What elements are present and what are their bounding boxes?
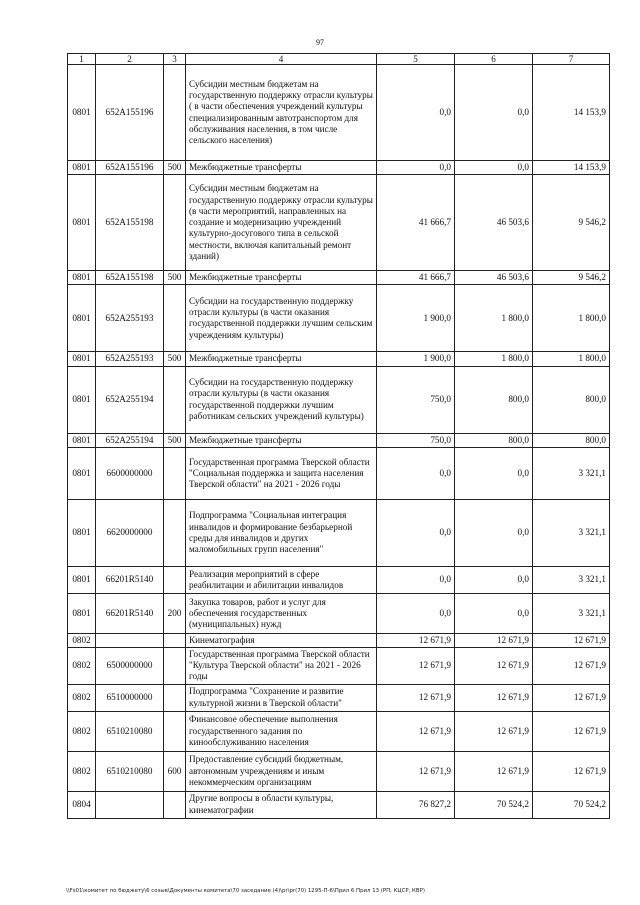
table-row — [68, 633, 610, 647]
amount-2022-cell: 800,0 — [455, 433, 533, 447]
expense-type-cell — [164, 711, 186, 751]
target-article-cell: 6500000000 — [96, 648, 164, 685]
amount-2022-cell: 0,0 — [455, 499, 533, 566]
expense-type-cell: 500 — [164, 433, 186, 447]
header-cell: 7 — [533, 54, 610, 65]
table-row — [68, 447, 610, 499]
amount-2022-cell: 70 524,2 — [455, 791, 533, 818]
amount-2023-cell: 3 321,1 — [533, 593, 610, 633]
table-row — [68, 499, 610, 566]
amount-2022-cell: 800,0 — [455, 366, 533, 433]
target-article-cell: 6600000000 — [96, 447, 164, 499]
amount-2022-cell: 46 503,6 — [455, 271, 533, 285]
amount-2023-cell: 9 546,2 — [533, 175, 610, 271]
amount-2021-cell: 0,0 — [377, 593, 455, 633]
amount-2023-cell: 3 321,1 — [533, 499, 610, 566]
target-article-cell: 652A255194 — [96, 433, 164, 447]
description-cell: Финансовое обеспечение выполнения государственного задания по кинообслуживанию населения — [186, 711, 377, 751]
description-cell: Субсидии на государственную поддержку отрасли культуры (в части оказания государственной поддержки лучшим работникам сельских учреждений культуры) — [186, 366, 377, 433]
section-code-cell: 0801 — [68, 65, 96, 161]
section-code-cell: 0802 — [68, 648, 96, 685]
footer-file-path: \\Fs01\комитет по бюджету\6 созыв\Документы комитета\70 заседание (4)\pr\pr(70) 1295-П-6\Прил 6 Прил 13 (РП, КЦСР, КВР) — [66, 888, 425, 894]
section-code-cell: 0801 — [68, 593, 96, 633]
amount-2023-cell: 800,0 — [533, 433, 610, 447]
table-row — [68, 65, 610, 161]
section-code-cell: 0801 — [68, 271, 96, 285]
section-code-cell: 0801 — [68, 366, 96, 433]
description-cell: Закупка товаров, работ и услуг для обеспечения государственных (муниципальных) нужд — [186, 593, 377, 633]
target-article-cell — [96, 791, 164, 818]
table-row — [68, 271, 610, 285]
amount-2021-cell: 0,0 — [377, 447, 455, 499]
amount-2023-cell: 12 671,9 — [533, 648, 610, 685]
header-cell: 6 — [455, 54, 533, 65]
description-cell: Межбюджетные трансферты — [186, 161, 377, 175]
target-article-cell: 6510210080 — [96, 711, 164, 751]
amount-2023-cell: 3 321,1 — [533, 447, 610, 499]
target-article-cell: 6510000000 — [96, 684, 164, 711]
target-article-cell: 652A155196 — [96, 161, 164, 175]
description-cell: Подпрограмма "Сохранение и развитие культурной жизни в Тверской области" — [186, 684, 377, 711]
budget-table — [67, 53, 610, 819]
expense-type-cell — [164, 791, 186, 818]
expense-type-cell — [164, 175, 186, 271]
amount-2021-cell: 76 827,2 — [377, 791, 455, 818]
amount-2022-cell: 12 671,9 — [455, 633, 533, 647]
expense-type-cell: 200 — [164, 593, 186, 633]
target-article-cell: 6620000000 — [96, 499, 164, 566]
expense-type-cell — [164, 65, 186, 161]
table-row — [68, 593, 610, 633]
expense-type-cell — [164, 684, 186, 711]
amount-2021-cell: 1 900,0 — [377, 285, 455, 352]
table-row — [68, 433, 610, 447]
table-row — [68, 285, 610, 352]
target-article-cell: 652A155196 — [96, 65, 164, 161]
target-article-cell: 652A155198 — [96, 271, 164, 285]
amount-2022-cell: 12 671,9 — [455, 751, 533, 791]
header-row — [68, 54, 610, 65]
expense-type-cell — [164, 366, 186, 433]
section-code-cell: 0801 — [68, 175, 96, 271]
description-cell: Межбюджетные трансферты — [186, 352, 377, 366]
amount-2023-cell: 12 671,9 — [533, 711, 610, 751]
table-row — [68, 161, 610, 175]
description-cell: Межбюджетные трансферты — [186, 433, 377, 447]
amount-2023-cell: 9 546,2 — [533, 271, 610, 285]
amount-2023-cell: 800,0 — [533, 366, 610, 433]
section-code-cell: 0801 — [68, 566, 96, 593]
amount-2021-cell: 12 671,9 — [377, 633, 455, 647]
section-code-cell: 0801 — [68, 447, 96, 499]
table-row — [68, 791, 610, 818]
description-cell: Предоставление субсидий бюджетным, автономным учреждениям и иным некоммерческим организациям — [186, 751, 377, 791]
table-row — [68, 566, 610, 593]
amount-2021-cell: 12 671,9 — [377, 751, 455, 791]
amount-2021-cell: 12 671,9 — [377, 711, 455, 751]
amount-2021-cell: 1 900,0 — [377, 352, 455, 366]
section-code-cell: 0804 — [68, 791, 96, 818]
expense-type-cell — [164, 648, 186, 685]
expense-type-cell — [164, 566, 186, 593]
description-cell: Субсидии на государственную поддержку отрасли культуры (в части оказания государственной поддержки лучшим сельским учреждениям культуры) — [186, 285, 377, 352]
description-cell: Субсидии местным бюджетам на государственную поддержку отрасли культуры ( в части обеспечения учреждений культуры специализированным автотранспортом для обслуживания населения, в том числе сельского населения) — [186, 65, 377, 161]
amount-2023-cell: 1 800,0 — [533, 285, 610, 352]
target-article-cell: 652A155198 — [96, 175, 164, 271]
table-row — [68, 751, 610, 791]
page-number: 97 — [316, 38, 324, 47]
section-code-cell: 0802 — [68, 633, 96, 647]
description-cell: Подпрограмма "Социальная интеграция инвалидов и формирование безбарьерной среды для инвалидов и других маломобильных групп населения" — [186, 499, 377, 566]
table-row — [68, 684, 610, 711]
description-cell: Другие вопросы в области культуры, кинематографии — [186, 791, 377, 818]
amount-2023-cell: 12 671,9 — [533, 751, 610, 791]
amount-2021-cell: 0,0 — [377, 161, 455, 175]
expense-type-cell — [164, 633, 186, 647]
description-cell: Реализация мероприятий в сфере реабилитации и абилитации инвалидов — [186, 566, 377, 593]
target-article-cell: 652A255193 — [96, 352, 164, 366]
description-cell: Государственная программа Тверской области "Социальная поддержка и защита населения Тверской области" на 2021 - 2026 годы — [186, 447, 377, 499]
amount-2022-cell: 0,0 — [455, 65, 533, 161]
section-code-cell: 0801 — [68, 433, 96, 447]
amount-2022-cell: 12 671,9 — [455, 684, 533, 711]
header-cell: 4 — [186, 54, 377, 65]
amount-2022-cell: 1 800,0 — [455, 285, 533, 352]
header-cell: 3 — [164, 54, 186, 65]
table-row — [68, 366, 610, 433]
target-article-cell: 652A255194 — [96, 366, 164, 433]
table-row — [68, 648, 610, 685]
description-cell: Государственная программа Тверской области "Культура Тверской области" на 2021 - 2026 годы — [186, 648, 377, 685]
table-row — [68, 352, 610, 366]
amount-2021-cell: 750,0 — [377, 366, 455, 433]
amount-2021-cell: 0,0 — [377, 499, 455, 566]
section-code-cell: 0801 — [68, 161, 96, 175]
target-article-cell: 66201R5140 — [96, 566, 164, 593]
section-code-cell: 0801 — [68, 499, 96, 566]
header-cell: 5 — [377, 54, 455, 65]
section-code-cell: 0802 — [68, 751, 96, 791]
amount-2023-cell: 14 153,9 — [533, 161, 610, 175]
expense-type-cell: 600 — [164, 751, 186, 791]
description-cell: Субсидии местным бюджетам на государственную поддержку отрасли культуры (в части мероприятий, направленных на создание и модернизацию учреждений культурно-досугового типа в сельской местности, включая капитальный ремонт зданий) — [186, 175, 377, 271]
amount-2022-cell: 0,0 — [455, 161, 533, 175]
description-cell: Кинематография — [186, 633, 377, 647]
amount-2023-cell: 12 671,9 — [533, 633, 610, 647]
expense-type-cell — [164, 499, 186, 566]
table-row — [68, 175, 610, 271]
amount-2022-cell: 12 671,9 — [455, 648, 533, 685]
amount-2022-cell: 1 800,0 — [455, 352, 533, 366]
amount-2021-cell: 0,0 — [377, 566, 455, 593]
target-article-cell — [96, 633, 164, 647]
section-code-cell: 0801 — [68, 352, 96, 366]
header-cell: 1 — [68, 54, 96, 65]
expense-type-cell: 500 — [164, 161, 186, 175]
amount-2022-cell: 0,0 — [455, 447, 533, 499]
section-code-cell: 0801 — [68, 285, 96, 352]
amount-2022-cell: 12 671,9 — [455, 711, 533, 751]
amount-2023-cell: 14 153,9 — [533, 65, 610, 161]
header-cell: 2 — [96, 54, 164, 65]
amount-2023-cell: 1 800,0 — [533, 352, 610, 366]
amount-2021-cell: 41 666,7 — [377, 271, 455, 285]
expense-type-cell: 500 — [164, 271, 186, 285]
section-code-cell: 0802 — [68, 711, 96, 751]
description-cell: Межбюджетные трансферты — [186, 271, 377, 285]
amount-2022-cell: 46 503,6 — [455, 175, 533, 271]
amount-2021-cell: 12 671,9 — [377, 684, 455, 711]
amount-2021-cell: 41 666,7 — [377, 175, 455, 271]
target-article-cell: 66201R5140 — [96, 593, 164, 633]
target-article-cell: 652A255193 — [96, 285, 164, 352]
amount-2023-cell: 12 671,9 — [533, 684, 610, 711]
amount-2021-cell: 750,0 — [377, 433, 455, 447]
expense-type-cell: 500 — [164, 352, 186, 366]
amount-2023-cell: 3 321,1 — [533, 566, 610, 593]
amount-2023-cell: 70 524,2 — [533, 791, 610, 818]
amount-2022-cell: 0,0 — [455, 566, 533, 593]
expense-type-cell — [164, 285, 186, 352]
amount-2021-cell: 12 671,9 — [377, 648, 455, 685]
amount-2022-cell: 0,0 — [455, 593, 533, 633]
table-row — [68, 711, 610, 751]
expense-type-cell — [164, 447, 186, 499]
amount-2021-cell: 0,0 — [377, 65, 455, 161]
section-code-cell: 0802 — [68, 684, 96, 711]
target-article-cell: 6510210080 — [96, 751, 164, 791]
